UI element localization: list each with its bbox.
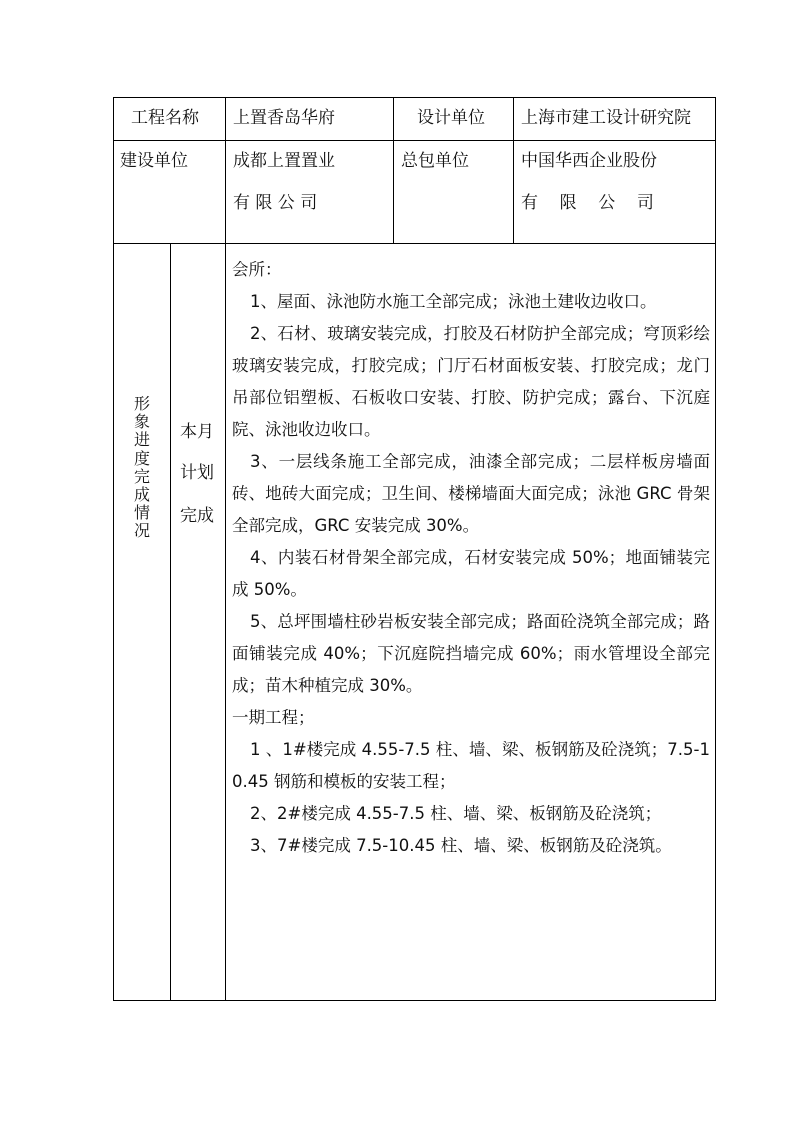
- project-name-label: 工程名称: [131, 108, 199, 128]
- phase1-item-2: 2、2#楼完成 4.55-7.5 柱、墙、梁、板钢筋及砼浇筑；: [250, 804, 662, 823]
- project-name-value: 上置香岛华府: [233, 108, 335, 128]
- col-divider-3: [513, 97, 514, 244]
- clubhouse-item-3: 3、一层线条施工全部完成，油漆全部完成；二层样板房墙面砖、地砖大面完成；卫生间、楼梯墙面大面完成；泳池 GRC 骨架全部完成，GRC 安装完成 30%。: [232, 452, 710, 535]
- monthly-plan-label-2: 计划: [180, 463, 214, 483]
- clubhouse-item-5: 5、总坪围墙柱砂岩板安装全部完成；路面砼浇筑全部完成；路面铺装完成 40%；下沉庭院挡墙完成 60%；雨水管埋设全部完成；苗木种植完成 30%。: [232, 612, 710, 695]
- table-border-left: [113, 97, 114, 1001]
- progress-section-label: 形象进度完成情况: [133, 394, 150, 541]
- general-contractor-label: 总包单位: [401, 151, 469, 171]
- row-divider-1: [113, 140, 716, 141]
- row-divider-2: [113, 243, 716, 244]
- table-border-right: [715, 97, 716, 1001]
- design-unit-value: 上海市建工设计研究院: [521, 108, 691, 128]
- col-divider-1: [225, 97, 226, 244]
- general-contractor-value-line2: 有 限 公 司: [521, 193, 654, 213]
- general-contractor-value-line1: 中国华西企业股份: [521, 151, 657, 171]
- phase1-title: 一期工程；: [232, 708, 315, 727]
- design-unit-label: 设计单位: [417, 108, 485, 128]
- construction-unit-value-line2: 有 限 公 司: [233, 193, 318, 213]
- phase1-item-1: 1 、1#楼完成 4.55-7.5 柱、墙、梁、板钢筋及砼浇筑；7.5-10.45 钢筋和模板的安装工程；: [232, 740, 710, 791]
- table-border-bottom: [113, 1000, 716, 1001]
- col-divider-content: [225, 243, 226, 1001]
- clubhouse-item-1: 1、屋面、泳池防水施工全部完成；泳池土建收边收口。: [250, 292, 657, 311]
- construction-unit-label: 建设单位: [120, 151, 188, 171]
- construction-unit-value-line1: 成都上置置业: [233, 151, 335, 171]
- monthly-plan-label-1: 本月: [180, 422, 214, 442]
- monthly-plan-label-3: 完成: [180, 506, 214, 526]
- col-divider-sub: [170, 243, 171, 1001]
- phase1-item-3: 3、7#楼完成 7.5-10.45 柱、墙、梁、板钢筋及砼浇筑。: [250, 836, 672, 855]
- table-border-top: [113, 97, 716, 98]
- clubhouse-item-4: 4、内装石材骨架全部完成，石材安装完成 50%；地面铺装完成 50%。: [232, 548, 710, 599]
- progress-content: [232, 254, 710, 862]
- clubhouse-title: 会所：: [232, 260, 282, 279]
- clubhouse-item-2: 2、石材、玻璃安装完成，打胶及石材防护全部完成；穹顶彩绘玻璃安装完成，打胶完成；门厅石材面板安装、打胶完成；龙门吊部位铝塑板、石板收口安装、打胶、防护完成；露台、下沉庭院、泳池收边收口。: [232, 324, 710, 439]
- col-divider-2: [393, 97, 394, 244]
